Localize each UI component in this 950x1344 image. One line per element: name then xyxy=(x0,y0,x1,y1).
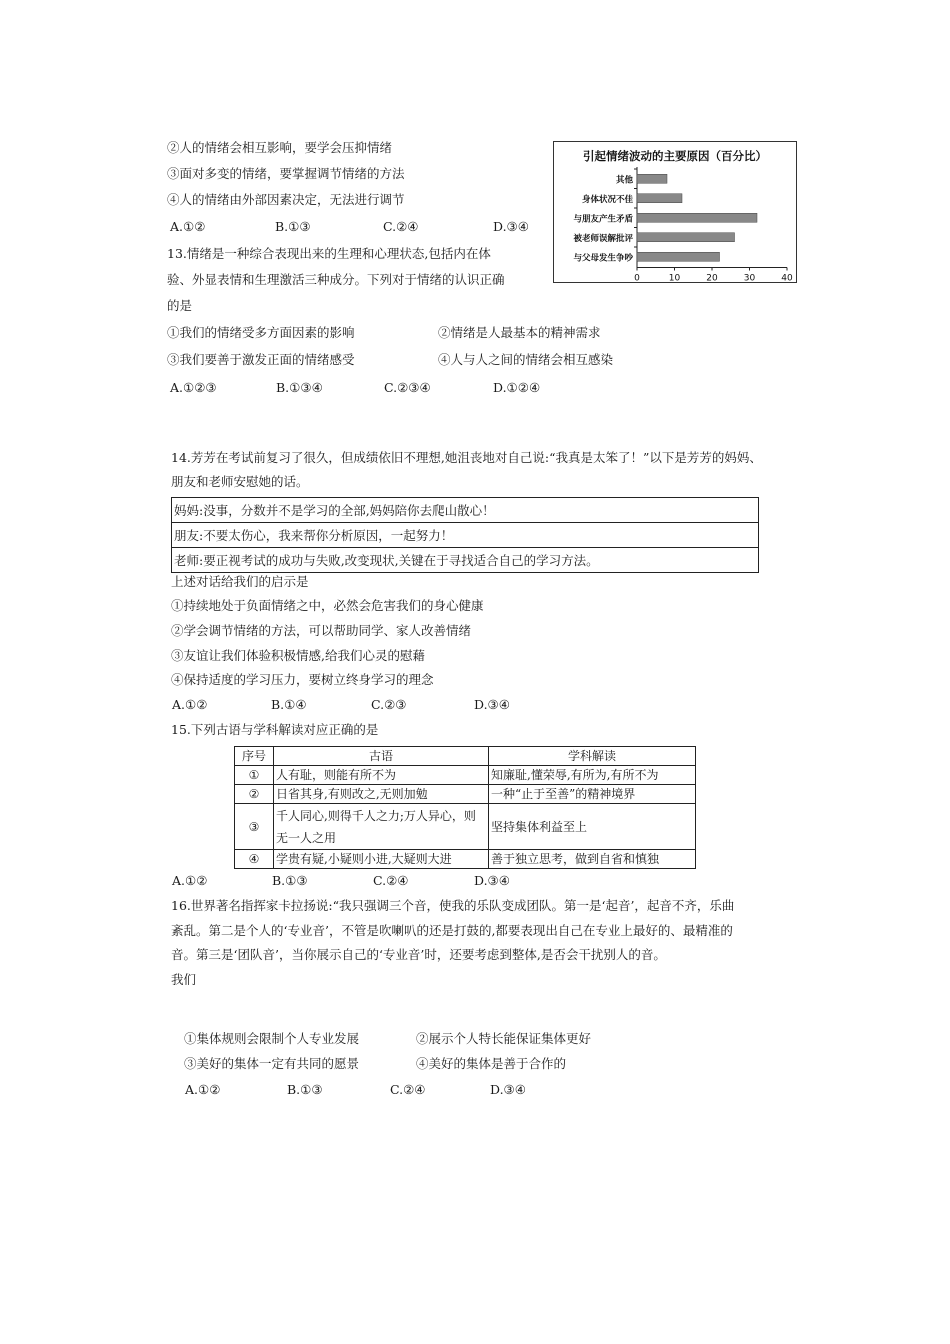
q13-option-a: A.①②③ xyxy=(170,380,217,395)
q16-option-a: A.①② xyxy=(185,1082,221,1097)
q13-item-3: ③我们要善于激发正面的情绪感受 xyxy=(167,352,355,367)
q14-stem-line-2: 朋友和老师安慰她的话。 xyxy=(171,474,309,489)
q16-item-2: ②展示个人特长能保证集体更好 xyxy=(416,1031,592,1046)
q16-stem-line-3: 音。第三是‘团队音’，当你展示自己的‘专业音’时，还要考虑到整体,是否会干扰别人的音。 xyxy=(171,947,666,962)
q16-stem-line-2: 紊乱。第二是个人的‘专业音’，不管是吹喇叭的还是打鼓的,都要表现出自己在专业上最好的、最精准的 xyxy=(171,923,733,938)
chart-bar xyxy=(637,174,667,183)
q13-stem-line-2: 验、外显表情和生理激活三种成分。下列对于情绪的认识正确 xyxy=(167,272,505,287)
row-quote-line-1: 千人同心,则得千人之力;万人异心，则 xyxy=(276,808,476,823)
dialogue-friend: 朋友:不要太伤心，我来帮你分析原因，一起努力！ xyxy=(172,523,759,548)
q15-option-b: B.①③ xyxy=(272,873,308,888)
chart-x-tick-label: 20 xyxy=(706,273,718,282)
row-meaning: 一种“止于至善”的精神境界 xyxy=(489,785,696,804)
q13-stem-line-3: 的是 xyxy=(167,298,193,313)
q16-item-4: ④美好的集体是善于合作的 xyxy=(416,1056,567,1071)
q15-stem: 15.下列古语与学科解读对应正确的是 xyxy=(171,722,379,737)
q16-option-b: B.①③ xyxy=(287,1082,323,1097)
chart-bar xyxy=(637,213,757,222)
q13-option-b: B.①③④ xyxy=(276,380,323,395)
q16-stem-line-1: 16.世界著名指挥家卡拉扬说:“我只强调三个音，使我的乐队变成团队。第一是‘起音’，起音不齐，乐曲 xyxy=(171,898,735,913)
q13-option-c: C.②③④ xyxy=(384,380,431,395)
q13-item-4: ④人与人之间的情绪会相互感染 xyxy=(438,352,614,367)
row-number: ③ xyxy=(235,804,274,850)
row-quote: 人有耻，则能有所不为 xyxy=(274,766,489,785)
q14-option-b: B.①④ xyxy=(271,697,307,712)
row-meaning: 善于独立思考，做到自省和慎独 xyxy=(489,850,696,869)
row-number: ④ xyxy=(235,850,274,869)
q16-option-d: D.③④ xyxy=(490,1082,526,1097)
chart-category-label: 与父母发生争吵 xyxy=(573,253,633,264)
chart-bar xyxy=(637,252,720,261)
q13-item-1: ①我们的情绪受多方面因素的影响 xyxy=(167,325,355,340)
row-number: ① xyxy=(235,766,274,785)
row-number: ② xyxy=(235,785,274,804)
row-quote: 学贵有疑,小疑则小进,大疑则大进 xyxy=(274,850,489,869)
table-row xyxy=(235,785,696,804)
chart-category-label: 被老师误解批评 xyxy=(573,233,633,244)
dialogue-mom: 妈妈:没事，分数并不是学习的全部,妈妈陪你去爬山散心！ xyxy=(172,498,759,523)
table-row xyxy=(235,804,696,850)
q14-stem-line-1: 14.芳芳在考试前复习了很久，但成绩依旧不理想,她沮丧地对自己说:“我真是太笨了！”以下是芳芳的妈妈、 xyxy=(171,450,762,465)
chart-category-label: 身体状况不佳 xyxy=(581,194,633,205)
table-row xyxy=(172,523,759,548)
row-quote: 日省其身,有则改之,无则加勉 xyxy=(274,785,489,804)
chart-bar xyxy=(637,233,735,242)
q12-option-a: A.①② xyxy=(170,219,206,234)
header-quote: 古语 xyxy=(274,747,489,766)
q12-option-d: D.③④ xyxy=(493,219,529,234)
chart-canvas xyxy=(554,142,796,282)
q14-option-d: D.③④ xyxy=(474,697,510,712)
q14-item-1: ①持续地处于负面情绪之中，必然会危害我们的身心健康 xyxy=(171,598,484,613)
q14-item-2: ②学会调节情绪的方法，可以帮助同学、家人改善情绪 xyxy=(171,623,472,638)
q14-item-3: ③友谊让我们体验积极情感,给我们心灵的慰藉 xyxy=(171,648,425,663)
q15-option-c: C.②④ xyxy=(373,873,409,888)
q13-stem-line-1: 13.情绪是一种综合表现出来的生理和心理状态,包括内在体 xyxy=(167,246,491,261)
q13-item-2: ②情绪是人最基本的精神需求 xyxy=(438,325,601,340)
q12-option-c: C.②④ xyxy=(383,219,419,234)
q15-idiom-table xyxy=(234,746,696,869)
chart-bar xyxy=(637,194,682,203)
row-meaning: 坚持集体利益至上 xyxy=(489,804,696,850)
dialogue-teacher: 老师:要正视考试的成功与失败,改变现状,关键在于寻找适合自己的学习方法。 xyxy=(172,548,759,573)
header-meaning: 学科解读 xyxy=(489,747,696,766)
q16-option-c: C.②④ xyxy=(390,1082,426,1097)
q13-option-d: D.①②④ xyxy=(493,380,541,395)
emotion-causes-chart xyxy=(553,141,797,283)
q16-item-3: ③美好的集体一定有共同的愿景 xyxy=(184,1056,360,1071)
q12-option-b: B.①③ xyxy=(275,219,311,234)
chart-x-tick-label: 30 xyxy=(743,273,756,282)
q12-item-4: ④人的情绪由外部因素决定，无法进行调节 xyxy=(167,192,405,207)
table-row xyxy=(172,498,759,523)
chart-x-tick-label: 10 xyxy=(668,273,681,282)
chart-title: 引起情绪波动的主要原因（百分比） xyxy=(583,149,767,163)
q14-option-c: C.②③ xyxy=(371,697,407,712)
chart-x-tick-label: 0 xyxy=(634,273,640,282)
q14-prompt: 上述对话给我们的启示是 xyxy=(171,574,309,589)
q12-item-2: ②人的情绪会相互影响，要学会压抑情绪 xyxy=(167,140,393,155)
q14-item-4: ④保持适度的学习压力，要树立终身学习的理念 xyxy=(171,672,434,687)
q14-option-a: A.①② xyxy=(172,697,208,712)
q14-dialogue-table xyxy=(171,497,759,573)
q16-stem-line-4: 我们 xyxy=(171,972,197,987)
q15-option-d: D.③④ xyxy=(474,873,510,888)
chart-category-label: 与朋友产生矛盾 xyxy=(573,214,633,225)
table-header-row xyxy=(235,747,696,766)
table-row xyxy=(235,766,696,785)
row-meaning: 知廉耻,懂荣辱,有所为,有所不为 xyxy=(489,766,696,785)
q12-item-3: ③面对多变的情绪，要掌握调节情绪的方法 xyxy=(167,166,405,181)
table-row xyxy=(172,548,759,573)
row-quote xyxy=(274,804,489,850)
header-number: 序号 xyxy=(235,747,274,766)
q15-option-a: A.①② xyxy=(172,873,208,888)
q16-item-1: ①集体规则会限制个人专业发展 xyxy=(184,1031,360,1046)
chart-x-tick-label: 40 xyxy=(781,273,793,282)
table-row xyxy=(235,850,696,869)
row-quote-line-2: 无一人之用 xyxy=(276,830,337,845)
chart-category-label: 其他 xyxy=(615,175,633,186)
